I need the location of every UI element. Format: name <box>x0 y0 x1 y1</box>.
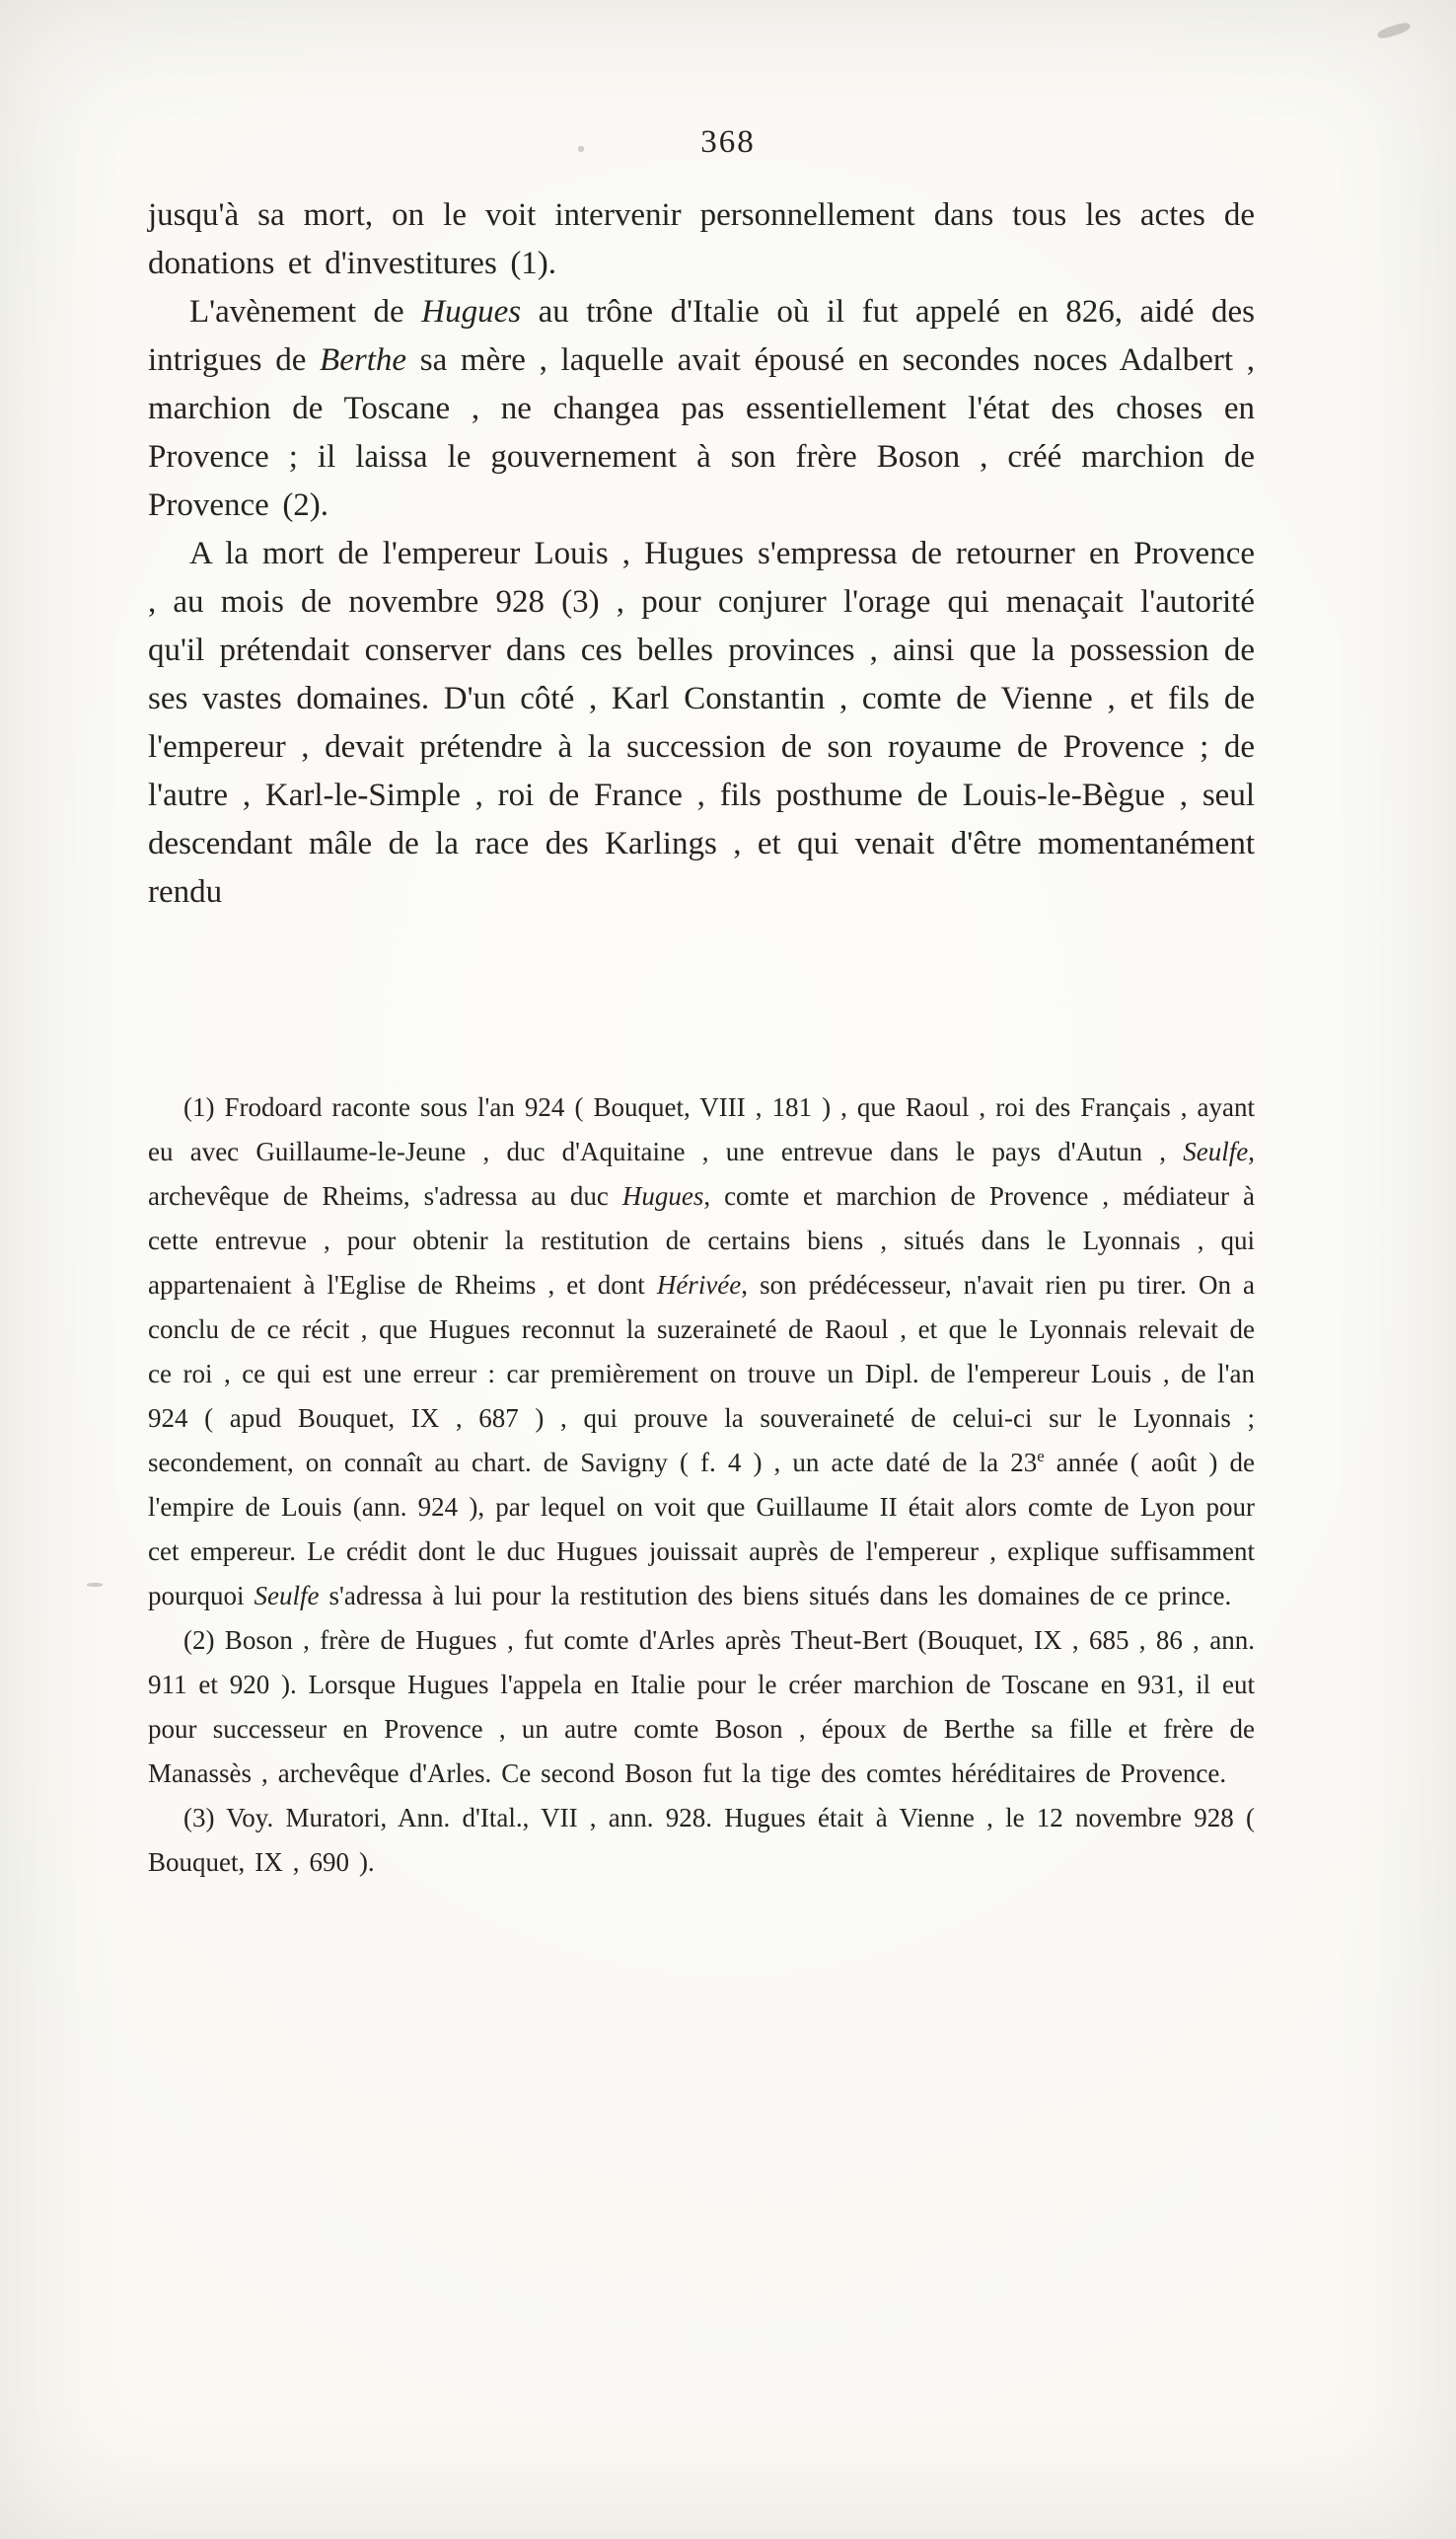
page-number: 368 <box>700 124 756 160</box>
text-segment: , archevêque de Rheims, s'adressa au duc <box>148 1137 1255 1211</box>
text-segment: , son prédécesseur, n'avait rien pu tirer. On a conclu de ce récit , que Hugues reconnut la suzeraineté de Raoul , et que le Lyonnais relevait de ce roi , ce qui est une erreur : car premièrement on trouve un Dipl. de l'empereur Louis , de l'an 924 ( apud Bouquet, IX , 687 ) , qui prouve la souveraineté de celui-ci sur le Lyonnais ; secondement, on connaît au chart. de Savigny ( f. 4 ) , un acte daté de la 23 <box>148 1270 1255 1477</box>
italic-term: Hérivée <box>656 1270 742 1300</box>
text-segment: jusqu'à sa mort, on le voit intervenir personnellement dans tous les actes de donations et d'investitures (1). <box>148 197 1255 281</box>
footnote-3 <box>148 1796 1255 1885</box>
text-segment: (2) Boson , frère de Hugues , fut comte d'Arles après Theut-Bert (Bouquet, IX , 685 , 86 , ann. 911 et 920 ). Lorsque Hugues l'appela en Italie pour le créer marchion de Toscane en 931, il eut pour successeur en Provence , un autre comte Boson , époux de Berthe sa fille et frère de Manassès , archevêque d'Arles. Ce second Boson fut la tige des comtes héréditaires de Provence. <box>148 1625 1255 1788</box>
italic-term: Seulfe <box>1183 1137 1249 1166</box>
paragraph-continuation <box>148 191 1255 288</box>
italic-term: Berthe <box>320 342 407 378</box>
text-segment: sa mère , laquelle avait épousé en secondes noces Adalbert , marchion de Toscane , ne changea pas essentiellement l'état des choses en Provence ; il laissa le gouvernement à son frère Boson , créé marchion de Provence (2). <box>148 342 1255 523</box>
superscript: e <box>1037 1447 1045 1465</box>
scan-speck <box>578 146 584 152</box>
italic-term: Hugues <box>421 294 522 330</box>
text-segment: (1) Frodoard raconte sous l'an 924 ( Bouquet, VIII , 181 ) , que Raoul , roi des Français , ayant eu avec Guillaume-le-Jeune , duc d'Aquitaine , une entrevue dans le pays d'Autun , <box>148 1092 1255 1166</box>
scan-speck <box>87 1583 103 1587</box>
footnote-1 <box>148 1085 1255 1618</box>
text-segment: L'avènement de <box>189 294 422 330</box>
scan-smudge <box>1376 21 1411 40</box>
text-segment: (3) Voy. Muratori, Ann. d'Ital., VII , ann. 928. Hugues était à Vienne , le 12 novembre 928 ( Bouquet, IX , 690 ). <box>148 1803 1255 1877</box>
italic-term: Hugues <box>621 1181 704 1211</box>
text-segment: année ( août ) de l'empire de Louis (ann. 924 ), par lequel on voit que Guillaume II était alors comte de Lyon pour cet empereur. Le crédit dont le duc Hugues jouissait auprès de l'empereur , explique suffisamment pourquoi <box>148 1448 1255 1610</box>
text-segment: au trône d'Italie où il fut appelé en 826, aidé des intrigues de <box>148 294 1255 378</box>
paragraph-mort-empereur-louis <box>148 530 1255 917</box>
text-segment: , comte et marchion de Provence , médiateur à cette entrevue , pour obtenir la restitution de certains biens , situés dans le Lyonnais , qui appartenaient à l'Eglise de Rheims , et dont <box>148 1181 1255 1300</box>
text-segment: s'adressa à lui pour la restitution des biens situés dans les domaines de ce prince. <box>319 1581 1232 1610</box>
main-text-block <box>148 191 1255 917</box>
paragraph-avenement-hugues <box>148 288 1255 530</box>
footnotes-block <box>148 1085 1255 1885</box>
italic-term: Seulfe <box>254 1581 320 1610</box>
footnote-2 <box>148 1618 1255 1796</box>
text-segment: A la mort de l'empereur Louis , Hugues s'empressa de retourner en Provence , au mois de novembre 928 (3) , pour conjurer l'orage qui menaçait l'autorité qu'il prétendait conserver dans ces belles provinces , ainsi que la possession de ses vastes domaines. D'un côté , Karl Constantin , comte de Vienne , et fils de l'empereur , devait prétendre à la succession de son royaume de Provence ; de l'autre , Karl-le-Simple , roi de France , fils posthume de Louis-le-Bègue , seul descendant mâle de la race des Karlings , et qui venait d'être momentanément rendu <box>148 536 1255 910</box>
